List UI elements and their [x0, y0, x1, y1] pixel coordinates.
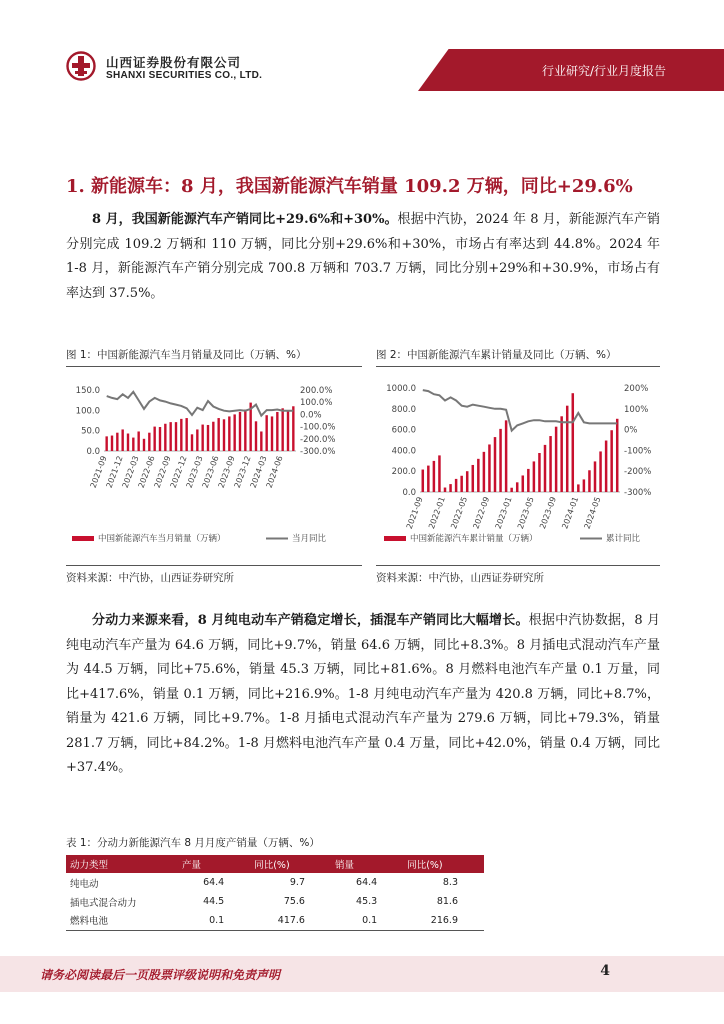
bar — [116, 433, 118, 451]
bar — [477, 459, 480, 492]
y-tick-label-right: -100% — [624, 446, 652, 457]
x-tick-label: 2022-09 — [152, 454, 173, 490]
bar — [164, 424, 166, 451]
company-name-cn: 山西证券股份有限公司 — [106, 55, 242, 70]
y-tick-label-left: 400.0 — [391, 446, 416, 457]
bar — [281, 408, 283, 451]
bar — [444, 488, 447, 492]
x-tick-label: 2024-03 — [248, 454, 269, 490]
table-cell: 417.6 — [250, 911, 331, 930]
bar — [449, 484, 452, 492]
bar — [127, 434, 129, 451]
bar — [287, 411, 289, 451]
figure-2-title: 图 2：中国新能源汽车累计销量及同比（万辆、%） — [376, 349, 617, 361]
bar — [466, 471, 469, 492]
x-tick-label: 2021-09 — [88, 454, 109, 490]
cumulative-sales-chart — [376, 372, 660, 562]
legend-line-label: 累计同比 — [606, 534, 641, 544]
table-cell: 44.5 — [203, 896, 225, 907]
x-tick-label: 2023-12 — [232, 454, 253, 490]
bar — [516, 482, 519, 492]
bar — [560, 416, 563, 492]
figure-1-title: 图 1：中国新能源汽车当月销量及同比（万辆、%） — [66, 349, 307, 361]
table-header: 同比(%) — [250, 855, 331, 873]
bar — [212, 422, 214, 451]
bar — [255, 421, 257, 451]
series-line — [423, 390, 617, 431]
y-tick-label-left: 0.0 — [86, 447, 100, 457]
y-tick-label-left: 600.0 — [391, 425, 416, 436]
bar — [505, 420, 508, 492]
company-logo-icon — [66, 51, 96, 81]
bar — [260, 431, 262, 451]
y-tick-label-right: -200.0% — [300, 434, 336, 445]
y-tick-label-right: 0% — [624, 425, 638, 436]
y-tick-label-right: 0.0% — [300, 410, 322, 421]
bar — [499, 429, 502, 492]
bar — [196, 429, 198, 451]
x-tick-label: 2021-09 — [404, 495, 425, 531]
paragraph-powertrain — [66, 609, 660, 781]
x-tick-label: 2024-01 — [560, 495, 581, 531]
bar — [422, 470, 425, 492]
figure-2-divider — [376, 366, 660, 367]
bar — [494, 437, 497, 492]
page-header — [0, 0, 724, 96]
y-tick-label-left: 200.0 — [391, 467, 416, 478]
bar — [522, 475, 525, 492]
x-tick-label: 2023-06 — [200, 454, 221, 490]
bar — [438, 455, 441, 492]
bar — [544, 445, 547, 492]
bar — [292, 406, 294, 451]
table-cell: 75.6 — [283, 896, 305, 907]
table-title: 表 1：分动力新能源汽车 8 月月度产销量（万辆、%） — [66, 837, 320, 849]
x-tick-label: 2022-03 — [120, 454, 141, 490]
bar — [510, 488, 513, 492]
bar — [217, 418, 219, 451]
table-header: 销量 — [331, 855, 403, 873]
bar — [143, 439, 145, 451]
table-header: 动力类型 — [66, 855, 178, 873]
table-row — [66, 873, 484, 892]
bar — [455, 479, 458, 492]
legend-line-label: 当月同比 — [292, 534, 327, 544]
table-cell: 8.3 — [442, 877, 458, 888]
bar — [111, 436, 113, 451]
paragraph-powertrain-lead: 分动力来源来看，8 月纯电动车产销稳定增长，插混车产销同比大幅增长。 — [92, 613, 529, 628]
y-tick-label-left: 0.0 — [402, 488, 416, 498]
x-tick-label: 2023-03 — [184, 454, 205, 490]
bar — [538, 453, 541, 492]
table-cell: 45.3 — [356, 896, 378, 907]
bar — [191, 434, 193, 451]
y-tick-label-left: 150.0 — [75, 386, 100, 396]
bar — [566, 406, 569, 492]
bar — [159, 427, 161, 451]
y-tick-label-left: 100.0 — [75, 406, 100, 417]
bar — [137, 431, 139, 451]
bar — [488, 444, 491, 492]
bar — [555, 427, 558, 492]
x-tick-label: 2023-09 — [216, 454, 237, 490]
x-tick-label: 2022-05 — [449, 495, 470, 531]
table-cell: 216.9 — [403, 911, 484, 930]
bar — [533, 461, 536, 492]
figure-2-source: 资料来源：中汽协，山西证券研究所 — [376, 572, 544, 584]
table-header: 产量 — [178, 855, 250, 873]
x-tick-label: 2022-01 — [426, 495, 447, 531]
bar — [105, 436, 107, 451]
table-cell: 纯电动 — [70, 878, 99, 890]
table-row — [66, 892, 484, 911]
y-tick-label-right: -300% — [624, 488, 652, 498]
x-tick-label: 2023-05 — [515, 495, 536, 531]
bar — [616, 419, 619, 492]
table-cell: 0.1 — [331, 911, 403, 930]
x-tick-label: 2023-09 — [538, 495, 558, 531]
bar — [427, 466, 430, 492]
y-tick-label-left: 50.0 — [81, 426, 100, 437]
monthly-sales-chart — [66, 372, 362, 562]
bar — [433, 461, 436, 492]
bar — [472, 465, 475, 492]
y-tick-label-right: -300.0% — [300, 447, 336, 457]
y-tick-label-right: 100.0% — [300, 398, 333, 409]
table-header: 同比(%) — [403, 855, 484, 873]
bar — [132, 438, 134, 451]
bar — [244, 410, 246, 451]
table-cell: 9.7 — [289, 877, 305, 888]
footer-disclaimer: 请务必阅读最后一页股票评级说明和免责声明 — [40, 968, 281, 982]
y-tick-label-right: 100% — [624, 404, 649, 415]
bar — [201, 425, 203, 451]
bar — [153, 427, 155, 451]
bar — [223, 419, 225, 451]
bar — [239, 412, 241, 451]
bar — [175, 422, 177, 451]
paragraph-powertrain-body: 根据中汽协数据，8 月纯电动汽车产量为 64.6 万辆，同比+9.7%，销量 64.6 万辆，同比+8.3%。8 月插电式混动汽车产量为 44.5 万辆，同比+75.6%，销量 45.3 万辆，同比+81.6%。8 月燃料电池汽车产量 0.1 万量，同比+417.6%，销量 0.1 万辆，同比+216.9%。1-8 月纯电动汽车产量为 420.8 万辆，同比+8.7%，销量为 421.6 万辆，同比+9.7%。1-8 月插电式混动汽车产量为 279.6 万辆，同比+79.3%，销量 281.7 万辆，同比+84.2%。1-8 月燃料电池汽车产量 0.4 万量，同比+42.0%，销量 0.4 万辆，同比+37.4%。 — [66, 613, 660, 775]
section-title: 1. 新能源车：8 月，我国新能源汽车销量 109.2 万辆，同比+29.6% — [66, 176, 633, 197]
bar — [549, 436, 552, 492]
paragraph-lead: 8 月，我国新能源汽车产销同比+29.6%和+30%。 — [92, 212, 398, 227]
figure-1-bottom-divider — [66, 565, 362, 566]
bar — [121, 429, 123, 451]
table-header-row — [66, 855, 484, 873]
x-tick-label: 2023-01 — [493, 495, 514, 531]
legend-bar-label: 中国新能源汽车当月销量（万辆） — [98, 534, 226, 544]
powertrain-table — [66, 855, 484, 931]
bar — [577, 484, 580, 492]
page-number: 4 — [600, 963, 610, 979]
x-tick-label: 2024-06 — [264, 454, 285, 490]
bar — [460, 476, 463, 492]
x-tick-label: 2022-06 — [136, 454, 157, 490]
bar — [583, 479, 586, 492]
y-tick-label-left: 800.0 — [391, 404, 416, 415]
bar — [185, 418, 187, 451]
table-cell: 燃料电池 — [66, 911, 178, 930]
series-line — [107, 392, 294, 416]
bar — [605, 441, 608, 492]
y-tick-label-right: 200.0% — [300, 386, 333, 396]
table-cell: 81.6 — [436, 896, 458, 907]
report-type: 行业研究/行业月度报告 — [541, 64, 666, 78]
legend-bar-label: 中国新能源汽车累计销量（万辆） — [410, 534, 538, 544]
bar — [207, 425, 209, 451]
bar — [169, 422, 171, 451]
bar — [588, 470, 591, 492]
company-name-en: SHANXI SECURITIES CO., LTD. — [106, 70, 263, 81]
y-tick-label-right: -200% — [624, 467, 652, 478]
bar — [594, 461, 597, 492]
bar — [599, 451, 602, 492]
bar — [148, 433, 150, 451]
bar — [276, 412, 278, 451]
legend-bar-swatch — [72, 536, 94, 541]
bar — [233, 414, 235, 451]
figure-1-source: 资料来源：中汽协，山西证券研究所 — [66, 572, 234, 584]
legend-bar-swatch — [384, 536, 406, 541]
figure-1-divider — [66, 366, 362, 367]
figure-2-bottom-divider — [376, 565, 660, 566]
bar — [271, 416, 273, 451]
x-tick-label: 2022-09 — [471, 495, 492, 531]
bar — [572, 393, 575, 492]
bar — [483, 452, 486, 492]
x-tick-label: 2021-12 — [104, 454, 125, 490]
y-tick-label-right: 200% — [624, 384, 649, 394]
table-cell: 64.4 — [203, 877, 225, 888]
bar — [228, 416, 230, 451]
bar — [265, 415, 267, 451]
table-cell: 插电式混合动力 — [70, 897, 137, 909]
bar — [180, 419, 182, 451]
paragraph-body: 根据中汽协，2024 年 8 月，新能源汽车产销分别完成 109.2 万辆和 110 万辆，同比分别+29.6%和+30%，市场占有率达到 44.8%。2024 年 1-8 月，新能源汽车产销分别完成 700.8 万辆和 703.7 万辆，同比分别+29%和+30.9%，市场占有率达到 37.5%。 — [66, 212, 660, 301]
x-tick-label: 2022-12 — [168, 454, 189, 490]
table-row — [66, 911, 484, 930]
bar — [610, 430, 613, 492]
bar — [527, 469, 530, 492]
y-tick-label-left: 1000.0 — [386, 384, 416, 394]
y-tick-label-right: -100.0% — [300, 422, 336, 433]
table-cell: 64.4 — [356, 877, 378, 888]
x-tick-label: 2024-05 — [582, 495, 603, 531]
paragraph-summary — [66, 208, 660, 306]
table-cell: 0.1 — [178, 911, 250, 930]
